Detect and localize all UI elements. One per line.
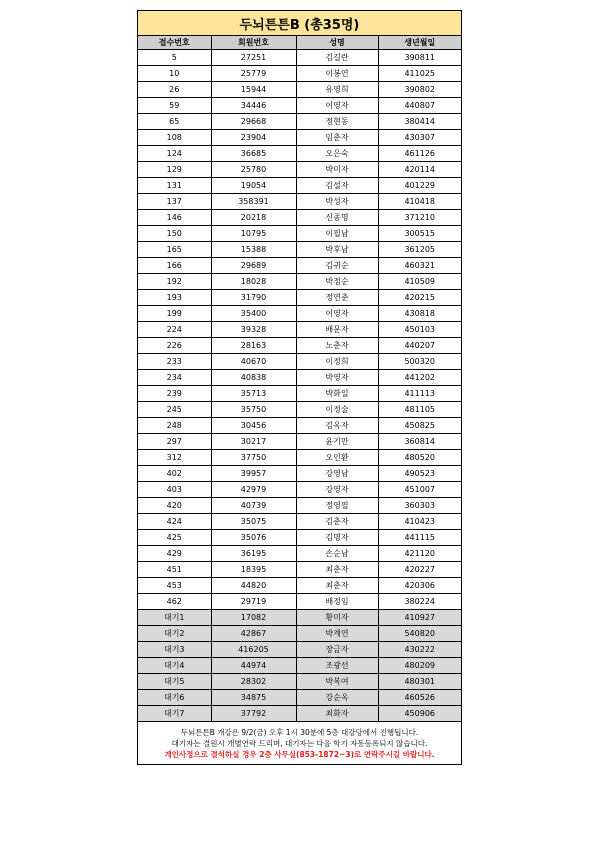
member-number-cell: 44820 — [211, 578, 296, 594]
table-row — [138, 594, 461, 610]
receipt-number-cell: 129 — [138, 162, 211, 178]
name-cell: 이영자 — [296, 98, 378, 114]
receipt-number-cell: 146 — [138, 210, 211, 226]
birthdate-cell: 450825 — [378, 418, 461, 434]
name-cell: 이봉연 — [296, 66, 378, 82]
member-number-cell: 40838 — [211, 370, 296, 386]
receipt-number-cell: 65 — [138, 114, 211, 130]
birthdate-cell: 300515 — [378, 226, 461, 242]
birthdate-cell: 360814 — [378, 434, 461, 450]
member-number-cell: 28163 — [211, 338, 296, 354]
column-header-birthdate: 생년월일 — [378, 36, 461, 50]
member-number-cell: 25780 — [211, 162, 296, 178]
name-cell: 박영자 — [296, 370, 378, 386]
table-row — [138, 194, 461, 210]
receipt-number-cell: 239 — [138, 386, 211, 402]
member-number-cell: 29689 — [211, 258, 296, 274]
receipt-number-cell: 대기2 — [138, 626, 211, 642]
birthdate-cell: 441115 — [378, 530, 461, 546]
member-number-cell: 358391 — [211, 194, 296, 210]
name-cell: 오인환 — [296, 450, 378, 466]
birthdate-cell: 430222 — [378, 642, 461, 658]
name-cell: 강영자 — [296, 482, 378, 498]
name-cell: 김설자 — [296, 178, 378, 194]
name-cell: 박성자 — [296, 194, 378, 210]
receipt-number-cell: 199 — [138, 306, 211, 322]
receipt-number-cell: 429 — [138, 546, 211, 562]
member-number-cell: 35400 — [211, 306, 296, 322]
birthdate-cell: 440807 — [378, 98, 461, 114]
member-number-cell: 31790 — [211, 290, 296, 306]
table-row — [138, 418, 461, 434]
birthdate-cell: 410509 — [378, 274, 461, 290]
name-cell: 장금자 — [296, 642, 378, 658]
table-row — [138, 466, 461, 482]
table-row — [138, 338, 461, 354]
notice-line-absence-contact: 개인사정으로 결석하실 경우 2층 사무실(853-1872~3)로 연락주시길 바랍니다. — [164, 750, 435, 759]
receipt-number-cell: 5 — [138, 50, 211, 66]
name-cell: 김춘자 — [296, 514, 378, 530]
waitlist-row — [138, 610, 461, 626]
member-number-cell: 37750 — [211, 450, 296, 466]
receipt-number-cell: 59 — [138, 98, 211, 114]
birthdate-cell: 420215 — [378, 290, 461, 306]
name-cell: 최화자 — [296, 706, 378, 722]
birthdate-cell: 480520 — [378, 450, 461, 466]
receipt-number-cell: 297 — [138, 434, 211, 450]
birthdate-cell: 390811 — [378, 50, 461, 66]
table-row — [138, 178, 461, 194]
birthdate-cell: 461126 — [378, 146, 461, 162]
table-row — [138, 210, 461, 226]
birthdate-cell: 490523 — [378, 466, 461, 482]
name-cell: 이정술 — [296, 402, 378, 418]
name-cell: 박계연 — [296, 626, 378, 642]
waitlist-row — [138, 642, 461, 658]
receipt-number-cell: 226 — [138, 338, 211, 354]
name-cell: 최춘자 — [296, 578, 378, 594]
name-cell: 박점순 — [296, 274, 378, 290]
name-cell: 윤기만 — [296, 434, 378, 450]
receipt-number-cell: 234 — [138, 370, 211, 386]
table-row — [138, 114, 461, 130]
name-cell: 김귀순 — [296, 258, 378, 274]
name-cell: 정현동 — [296, 114, 378, 130]
roster-table-body — [138, 50, 461, 722]
name-cell: 조광선 — [296, 658, 378, 674]
birthdate-cell: 480209 — [378, 658, 461, 674]
waitlist-row — [138, 706, 461, 722]
member-number-cell: 34446 — [211, 98, 296, 114]
table-row — [138, 562, 461, 578]
name-cell: 최춘자 — [296, 562, 378, 578]
birthdate-cell: 460321 — [378, 258, 461, 274]
table-row — [138, 82, 461, 98]
receipt-number-cell: 420 — [138, 498, 211, 514]
receipt-number-cell: 대기1 — [138, 610, 211, 626]
birthdate-cell: 420227 — [378, 562, 461, 578]
name-cell: 노춘자 — [296, 338, 378, 354]
member-number-cell: 36195 — [211, 546, 296, 562]
member-number-cell: 18395 — [211, 562, 296, 578]
name-cell: 임춘자 — [296, 130, 378, 146]
member-number-cell: 39328 — [211, 322, 296, 338]
name-cell: 신종명 — [296, 210, 378, 226]
name-cell: 손순남 — [296, 546, 378, 562]
member-number-cell: 18028 — [211, 274, 296, 290]
table-row — [138, 546, 461, 562]
birthdate-cell: 361205 — [378, 242, 461, 258]
table-row — [138, 290, 461, 306]
birthdate-cell: 540820 — [378, 626, 461, 642]
birthdate-cell: 380414 — [378, 114, 461, 130]
table-row — [138, 386, 461, 402]
table-row — [138, 354, 461, 370]
member-number-cell: 40670 — [211, 354, 296, 370]
receipt-number-cell: 451 — [138, 562, 211, 578]
table-row — [138, 98, 461, 114]
birthdate-cell: 451007 — [378, 482, 461, 498]
birthdate-cell: 401229 — [378, 178, 461, 194]
name-cell: 김길란 — [296, 50, 378, 66]
receipt-number-cell: 124 — [138, 146, 211, 162]
birthdate-cell: 441202 — [378, 370, 461, 386]
birthdate-cell: 411113 — [378, 386, 461, 402]
member-number-cell: 20218 — [211, 210, 296, 226]
member-number-cell: 416205 — [211, 642, 296, 658]
receipt-number-cell: 대기7 — [138, 706, 211, 722]
member-number-cell: 39957 — [211, 466, 296, 482]
table-row — [138, 226, 461, 242]
receipt-number-cell: 248 — [138, 418, 211, 434]
member-number-cell: 30217 — [211, 434, 296, 450]
name-cell: 김옥자 — [296, 418, 378, 434]
name-cell: 박후남 — [296, 242, 378, 258]
roster-table — [138, 36, 461, 722]
member-number-cell: 19054 — [211, 178, 296, 194]
birthdate-cell: 450906 — [378, 706, 461, 722]
name-cell: 강순옥 — [296, 690, 378, 706]
member-number-cell: 27251 — [211, 50, 296, 66]
name-cell: 유영희 — [296, 82, 378, 98]
member-number-cell: 42867 — [211, 626, 296, 642]
table-row — [138, 514, 461, 530]
receipt-number-cell: 166 — [138, 258, 211, 274]
column-header-name: 성명 — [296, 36, 378, 50]
name-cell: 정연춘 — [296, 290, 378, 306]
column-header-receipt-number: 접수번호 — [138, 36, 211, 50]
receipt-number-cell: 193 — [138, 290, 211, 306]
member-number-cell: 35075 — [211, 514, 296, 530]
receipt-number-cell: 150 — [138, 226, 211, 242]
roster-sheet — [137, 10, 462, 765]
name-cell: 배정임 — [296, 594, 378, 610]
table-row — [138, 482, 461, 498]
birthdate-cell: 450103 — [378, 322, 461, 338]
birthdate-cell: 410927 — [378, 610, 461, 626]
name-cell: 이정희 — [296, 354, 378, 370]
birthdate-cell: 380224 — [378, 594, 461, 610]
member-number-cell: 29719 — [211, 594, 296, 610]
name-cell: 배문자 — [296, 322, 378, 338]
birthdate-cell: 411025 — [378, 66, 461, 82]
table-row — [138, 66, 461, 82]
receipt-number-cell: 10 — [138, 66, 211, 82]
receipt-number-cell: 131 — [138, 178, 211, 194]
receipt-number-cell: 424 — [138, 514, 211, 530]
birthdate-cell: 360303 — [378, 498, 461, 514]
table-row — [138, 530, 461, 546]
table-row — [138, 306, 461, 322]
member-number-cell: 44974 — [211, 658, 296, 674]
birthdate-cell: 371210 — [378, 210, 461, 226]
member-number-cell: 28302 — [211, 674, 296, 690]
page-title: 두뇌튼튼B (총35명) — [138, 11, 461, 36]
waitlist-row — [138, 690, 461, 706]
receipt-number-cell: 224 — [138, 322, 211, 338]
birthdate-cell: 440207 — [378, 338, 461, 354]
member-number-cell: 23904 — [211, 130, 296, 146]
birthdate-cell: 410423 — [378, 514, 461, 530]
member-number-cell: 35750 — [211, 402, 296, 418]
table-row — [138, 130, 461, 146]
member-number-cell: 35713 — [211, 386, 296, 402]
birthdate-cell: 420306 — [378, 578, 461, 594]
birthdate-cell: 390802 — [378, 82, 461, 98]
member-number-cell: 17082 — [211, 610, 296, 626]
name-cell: 강영남 — [296, 466, 378, 482]
birthdate-cell: 481105 — [378, 402, 461, 418]
receipt-number-cell: 312 — [138, 450, 211, 466]
birthdate-cell: 410418 — [378, 194, 461, 210]
receipt-number-cell: 108 — [138, 130, 211, 146]
receipt-number-cell: 402 — [138, 466, 211, 482]
table-row — [138, 434, 461, 450]
name-cell: 김명자 — [296, 530, 378, 546]
receipt-number-cell: 165 — [138, 242, 211, 258]
member-number-cell: 35076 — [211, 530, 296, 546]
table-row — [138, 578, 461, 594]
receipt-number-cell: 26 — [138, 82, 211, 98]
receipt-number-cell: 137 — [138, 194, 211, 210]
receipt-number-cell: 425 — [138, 530, 211, 546]
receipt-number-cell: 대기5 — [138, 674, 211, 690]
member-number-cell: 15944 — [211, 82, 296, 98]
receipt-number-cell: 403 — [138, 482, 211, 498]
name-cell: 박화일 — [296, 386, 378, 402]
name-cell: 박미자 — [296, 162, 378, 178]
birthdate-cell: 460526 — [378, 690, 461, 706]
member-number-cell: 30456 — [211, 418, 296, 434]
table-row — [138, 322, 461, 338]
name-cell: 황미자 — [296, 610, 378, 626]
birthdate-cell: 420114 — [378, 162, 461, 178]
table-row — [138, 258, 461, 274]
member-number-cell: 37792 — [211, 706, 296, 722]
receipt-number-cell: 대기3 — [138, 642, 211, 658]
name-cell: 이영자 — [296, 306, 378, 322]
receipt-number-cell: 192 — [138, 274, 211, 290]
waitlist-row — [138, 658, 461, 674]
table-row — [138, 242, 461, 258]
receipt-number-cell: 462 — [138, 594, 211, 610]
member-number-cell: 36685 — [211, 146, 296, 162]
waitlist-row — [138, 674, 461, 690]
member-number-cell: 15388 — [211, 242, 296, 258]
name-cell: 정영필 — [296, 498, 378, 514]
birthdate-cell: 421120 — [378, 546, 461, 562]
receipt-number-cell: 233 — [138, 354, 211, 370]
birthdate-cell: 430818 — [378, 306, 461, 322]
table-row — [138, 274, 461, 290]
column-header-member-number: 회원번호 — [211, 36, 296, 50]
table-row — [138, 498, 461, 514]
birthdate-cell: 480301 — [378, 674, 461, 690]
receipt-number-cell: 대기4 — [138, 658, 211, 674]
birthdate-cell: 430307 — [378, 130, 461, 146]
notice-box — [138, 722, 461, 764]
receipt-number-cell: 245 — [138, 402, 211, 418]
notice-line-class-start: 두뇌튼튼B 개강은 9/2(금) 오후 1시 30분에 5층 대강당에서 진행됩니다. — [180, 728, 419, 737]
member-number-cell: 29668 — [211, 114, 296, 130]
name-cell: 오은숙 — [296, 146, 378, 162]
member-number-cell: 10795 — [211, 226, 296, 242]
receipt-number-cell: 대기6 — [138, 690, 211, 706]
table-row — [138, 50, 461, 66]
table-row — [138, 370, 461, 386]
receipt-number-cell: 453 — [138, 578, 211, 594]
member-number-cell: 40739 — [211, 498, 296, 514]
birthdate-cell: 500320 — [378, 354, 461, 370]
table-header-row — [138, 36, 461, 50]
member-number-cell: 25779 — [211, 66, 296, 82]
table-row — [138, 146, 461, 162]
member-number-cell: 34875 — [211, 690, 296, 706]
name-cell: 이필남 — [296, 226, 378, 242]
waitlist-row — [138, 626, 461, 642]
notice-line-waitlist: 대기자는 결원시 개별연락 드리며, 대기자는 다음 학기 자동등록되지 않습니다. — [171, 739, 428, 748]
member-number-cell: 42979 — [211, 482, 296, 498]
table-row — [138, 162, 461, 178]
table-row — [138, 450, 461, 466]
name-cell: 박복여 — [296, 674, 378, 690]
table-row — [138, 402, 461, 418]
